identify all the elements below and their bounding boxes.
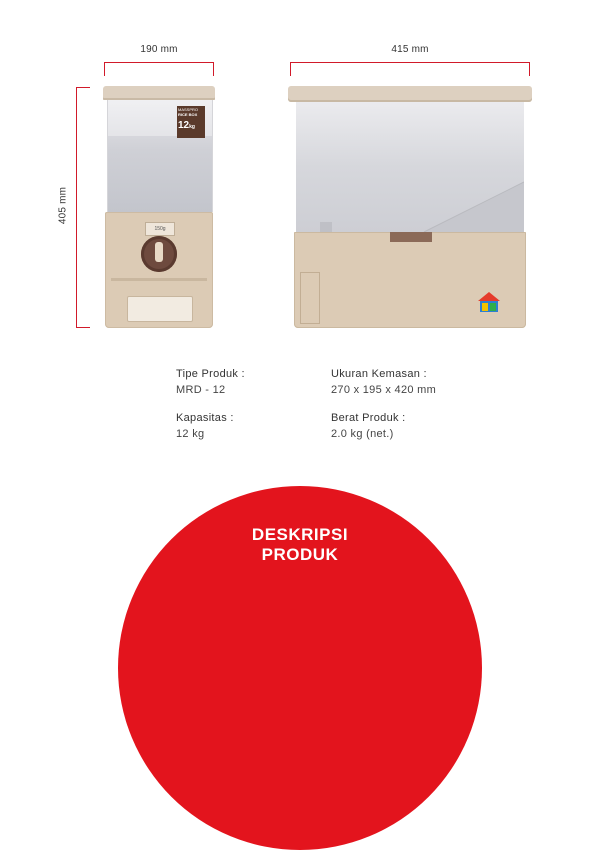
height-tick-top	[76, 87, 90, 88]
capacity-value: 12 kg	[176, 428, 205, 440]
package-size-label: Ukuran Kemasan :	[331, 368, 427, 380]
banner-line-2: PRODUK	[261, 545, 339, 564]
capacity-label: Kapasitas :	[176, 412, 234, 424]
side-tank-slope	[296, 102, 524, 232]
side-width-tick-right	[529, 62, 530, 76]
weight-label: Berat Produk :	[331, 412, 406, 424]
front-width-tick-right	[213, 62, 214, 76]
house-logo-icon	[476, 290, 502, 314]
front-groove	[111, 278, 207, 281]
rice-outlet	[127, 296, 193, 322]
dial-plate: 150g	[145, 222, 175, 236]
side-width-label: 415 mm	[391, 44, 429, 55]
height-line	[76, 87, 77, 327]
side-width-tick-left	[290, 62, 291, 76]
side-width-line	[290, 62, 530, 63]
type-label: Tipe Produk :	[176, 368, 245, 380]
dial-knob	[155, 242, 163, 262]
front-width-label: 190 mm	[140, 44, 178, 55]
side-lid	[288, 86, 532, 102]
weight-value: 2.0 kg (net.)	[331, 428, 394, 440]
side-spout	[390, 232, 432, 242]
side-view-dispenser	[288, 86, 532, 328]
banner-line-1: DESKRIPSI	[251, 525, 349, 544]
banner-title	[200, 525, 400, 565]
type-value: MRD - 12	[176, 384, 226, 396]
side-slot	[300, 272, 320, 324]
front-view-dispenser	[103, 86, 215, 328]
label-line: RICE BOX	[178, 112, 198, 117]
label-unit: kg	[189, 124, 195, 130]
product-label	[177, 106, 205, 138]
front-base	[105, 212, 213, 328]
package-size-value: 270 x 195 x 420 mm	[331, 384, 437, 396]
dispense-dial	[141, 236, 177, 272]
height-label: 405 mm	[57, 186, 69, 225]
label-brand: MASSPRO	[178, 107, 199, 112]
label-capacity: 12	[178, 120, 190, 131]
side-tank	[296, 102, 524, 232]
front-width-line	[104, 62, 214, 63]
front-width-tick-left	[104, 62, 105, 76]
label-capacity-row	[178, 120, 204, 131]
height-tick-bottom	[76, 327, 90, 328]
front-lid	[103, 86, 215, 100]
